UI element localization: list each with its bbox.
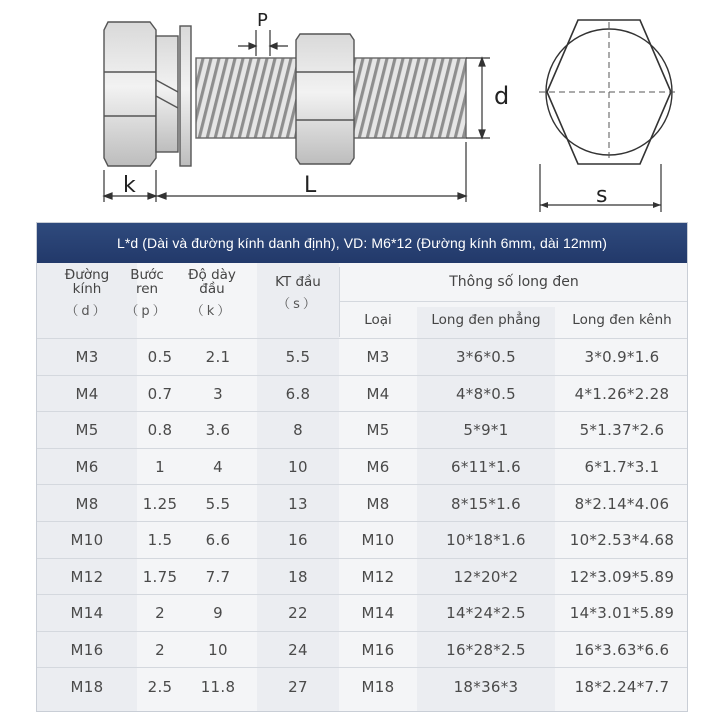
cell-pitch: 1.25 xyxy=(142,494,178,513)
cell-flat-washer: 3*6*0.5 xyxy=(455,348,517,367)
cell-type: M14 xyxy=(361,604,395,623)
header-divider xyxy=(339,267,340,337)
cell-spring-washer: 10*2.53*4.68 xyxy=(569,531,675,550)
cell-flat-washer: 4*8*0.5 xyxy=(455,384,517,403)
cell-head-thickness: 9 xyxy=(213,604,223,623)
cell-type: M8 xyxy=(366,494,390,513)
cell-pitch: 2 xyxy=(155,604,165,623)
cell-type: M16 xyxy=(361,641,395,660)
cell-diameter: M5 xyxy=(75,421,99,440)
cell-diameter: M18 xyxy=(70,677,104,696)
cell-spring-washer: 6*1.7*3.1 xyxy=(584,458,660,477)
bolt-side-view xyxy=(104,22,466,166)
cell-spring-washer: 4*1.26*2.28 xyxy=(574,384,670,403)
cell-head-size: 16 xyxy=(288,531,308,550)
cell-diameter: M12 xyxy=(70,567,104,586)
cell-spring-washer: 12*3.09*5.89 xyxy=(569,567,675,586)
header-head-thickness: Độ dày đầu （k） xyxy=(188,266,236,319)
cell-spring-washer: 5*1.37*2.6 xyxy=(579,421,665,440)
pitch-label: P xyxy=(257,10,268,31)
cell-diameter: M8 xyxy=(75,494,99,513)
cell-head-size: 10 xyxy=(288,458,308,477)
length-label: L xyxy=(304,173,317,198)
cell-head-size: 22 xyxy=(288,604,308,623)
cell-head-size: 24 xyxy=(288,641,308,660)
header-type: Loại xyxy=(364,312,392,328)
bolt-dimension-diagram xyxy=(0,0,720,222)
cell-diameter: M10 xyxy=(70,531,104,550)
header-divider xyxy=(339,301,688,302)
cell-type: M10 xyxy=(361,531,395,550)
cell-head-thickness: 11.8 xyxy=(200,677,236,696)
cell-head-size: 13 xyxy=(288,494,308,513)
cell-pitch: 0.8 xyxy=(147,421,173,440)
diameter-label: d xyxy=(494,82,510,110)
header-washer-group: Thông số long đen xyxy=(449,274,579,290)
header-flat-washer: Long đen phẳng xyxy=(431,312,541,328)
cell-head-thickness: 4 xyxy=(213,458,223,477)
cell-pitch: 2 xyxy=(155,641,165,660)
cell-pitch: 2.5 xyxy=(147,677,173,696)
cell-flat-washer: 12*20*2 xyxy=(453,567,519,586)
cell-diameter: M6 xyxy=(75,458,99,477)
cell-spring-washer: 18*2.24*7.7 xyxy=(574,677,670,696)
head-thickness-label: k xyxy=(123,173,136,198)
cell-diameter: M4 xyxy=(75,384,99,403)
cell-type: M4 xyxy=(366,384,390,403)
cell-type: M6 xyxy=(366,458,390,477)
header-diameter: Đường kính （d） xyxy=(64,266,110,319)
cell-diameter: M14 xyxy=(70,604,104,623)
table-title: L*d (Dài và đường kính danh định), VD: M6*12 (Đường kính 6mm, dài 12mm) xyxy=(37,223,687,263)
cell-diameter: M16 xyxy=(70,641,104,660)
hex-end-view xyxy=(539,20,679,212)
bolt-spec-table xyxy=(36,222,688,712)
cell-head-thickness: 3 xyxy=(213,384,223,403)
cell-flat-washer: 10*18*1.6 xyxy=(446,531,526,550)
cell-head-size: 6.8 xyxy=(285,384,311,403)
cell-head-thickness: 6.6 xyxy=(205,531,231,550)
cell-type: M18 xyxy=(361,677,395,696)
cell-head-thickness: 2.1 xyxy=(205,348,231,367)
cell-type: M5 xyxy=(366,421,390,440)
header-head-size: KT đầu （s） xyxy=(275,273,321,312)
cell-head-size: 18 xyxy=(288,567,308,586)
cell-flat-washer: 5*9*1 xyxy=(463,421,509,440)
cell-flat-washer: 16*28*2.5 xyxy=(446,641,526,660)
cell-head-thickness: 10 xyxy=(208,641,228,660)
cell-flat-washer: 18*36*3 xyxy=(453,677,519,696)
cell-type: M12 xyxy=(361,567,395,586)
cell-flat-washer: 8*15*1.6 xyxy=(451,494,521,513)
cell-head-size: 5.5 xyxy=(285,348,311,367)
cell-head-size: 27 xyxy=(288,677,308,696)
cell-pitch: 0.7 xyxy=(147,384,173,403)
cell-spring-washer: 3*0.9*1.6 xyxy=(584,348,660,367)
cell-flat-washer: 14*24*2.5 xyxy=(446,604,526,623)
header-pitch: Bước ren （p） xyxy=(125,266,169,319)
cell-head-thickness: 7.7 xyxy=(205,567,231,586)
cell-pitch: 0.5 xyxy=(147,348,173,367)
cell-head-thickness: 5.5 xyxy=(205,494,231,513)
cell-pitch: 1.5 xyxy=(147,531,173,550)
cell-spring-washer: 16*3.63*6.6 xyxy=(574,641,670,660)
cell-flat-washer: 6*11*1.6 xyxy=(451,458,521,477)
cell-diameter: M3 xyxy=(75,348,99,367)
cell-head-size: 8 xyxy=(293,421,303,440)
across-flats-label: s xyxy=(596,183,608,208)
cell-type: M3 xyxy=(366,348,390,367)
cell-spring-washer: 8*2.14*4.06 xyxy=(574,494,670,513)
cell-head-thickness: 3.6 xyxy=(205,421,231,440)
cell-spring-washer: 14*3.01*5.89 xyxy=(569,604,675,623)
cell-pitch: 1 xyxy=(155,458,165,477)
header-spring-washer: Long đen kênh xyxy=(572,312,672,328)
cell-pitch: 1.75 xyxy=(142,567,178,586)
